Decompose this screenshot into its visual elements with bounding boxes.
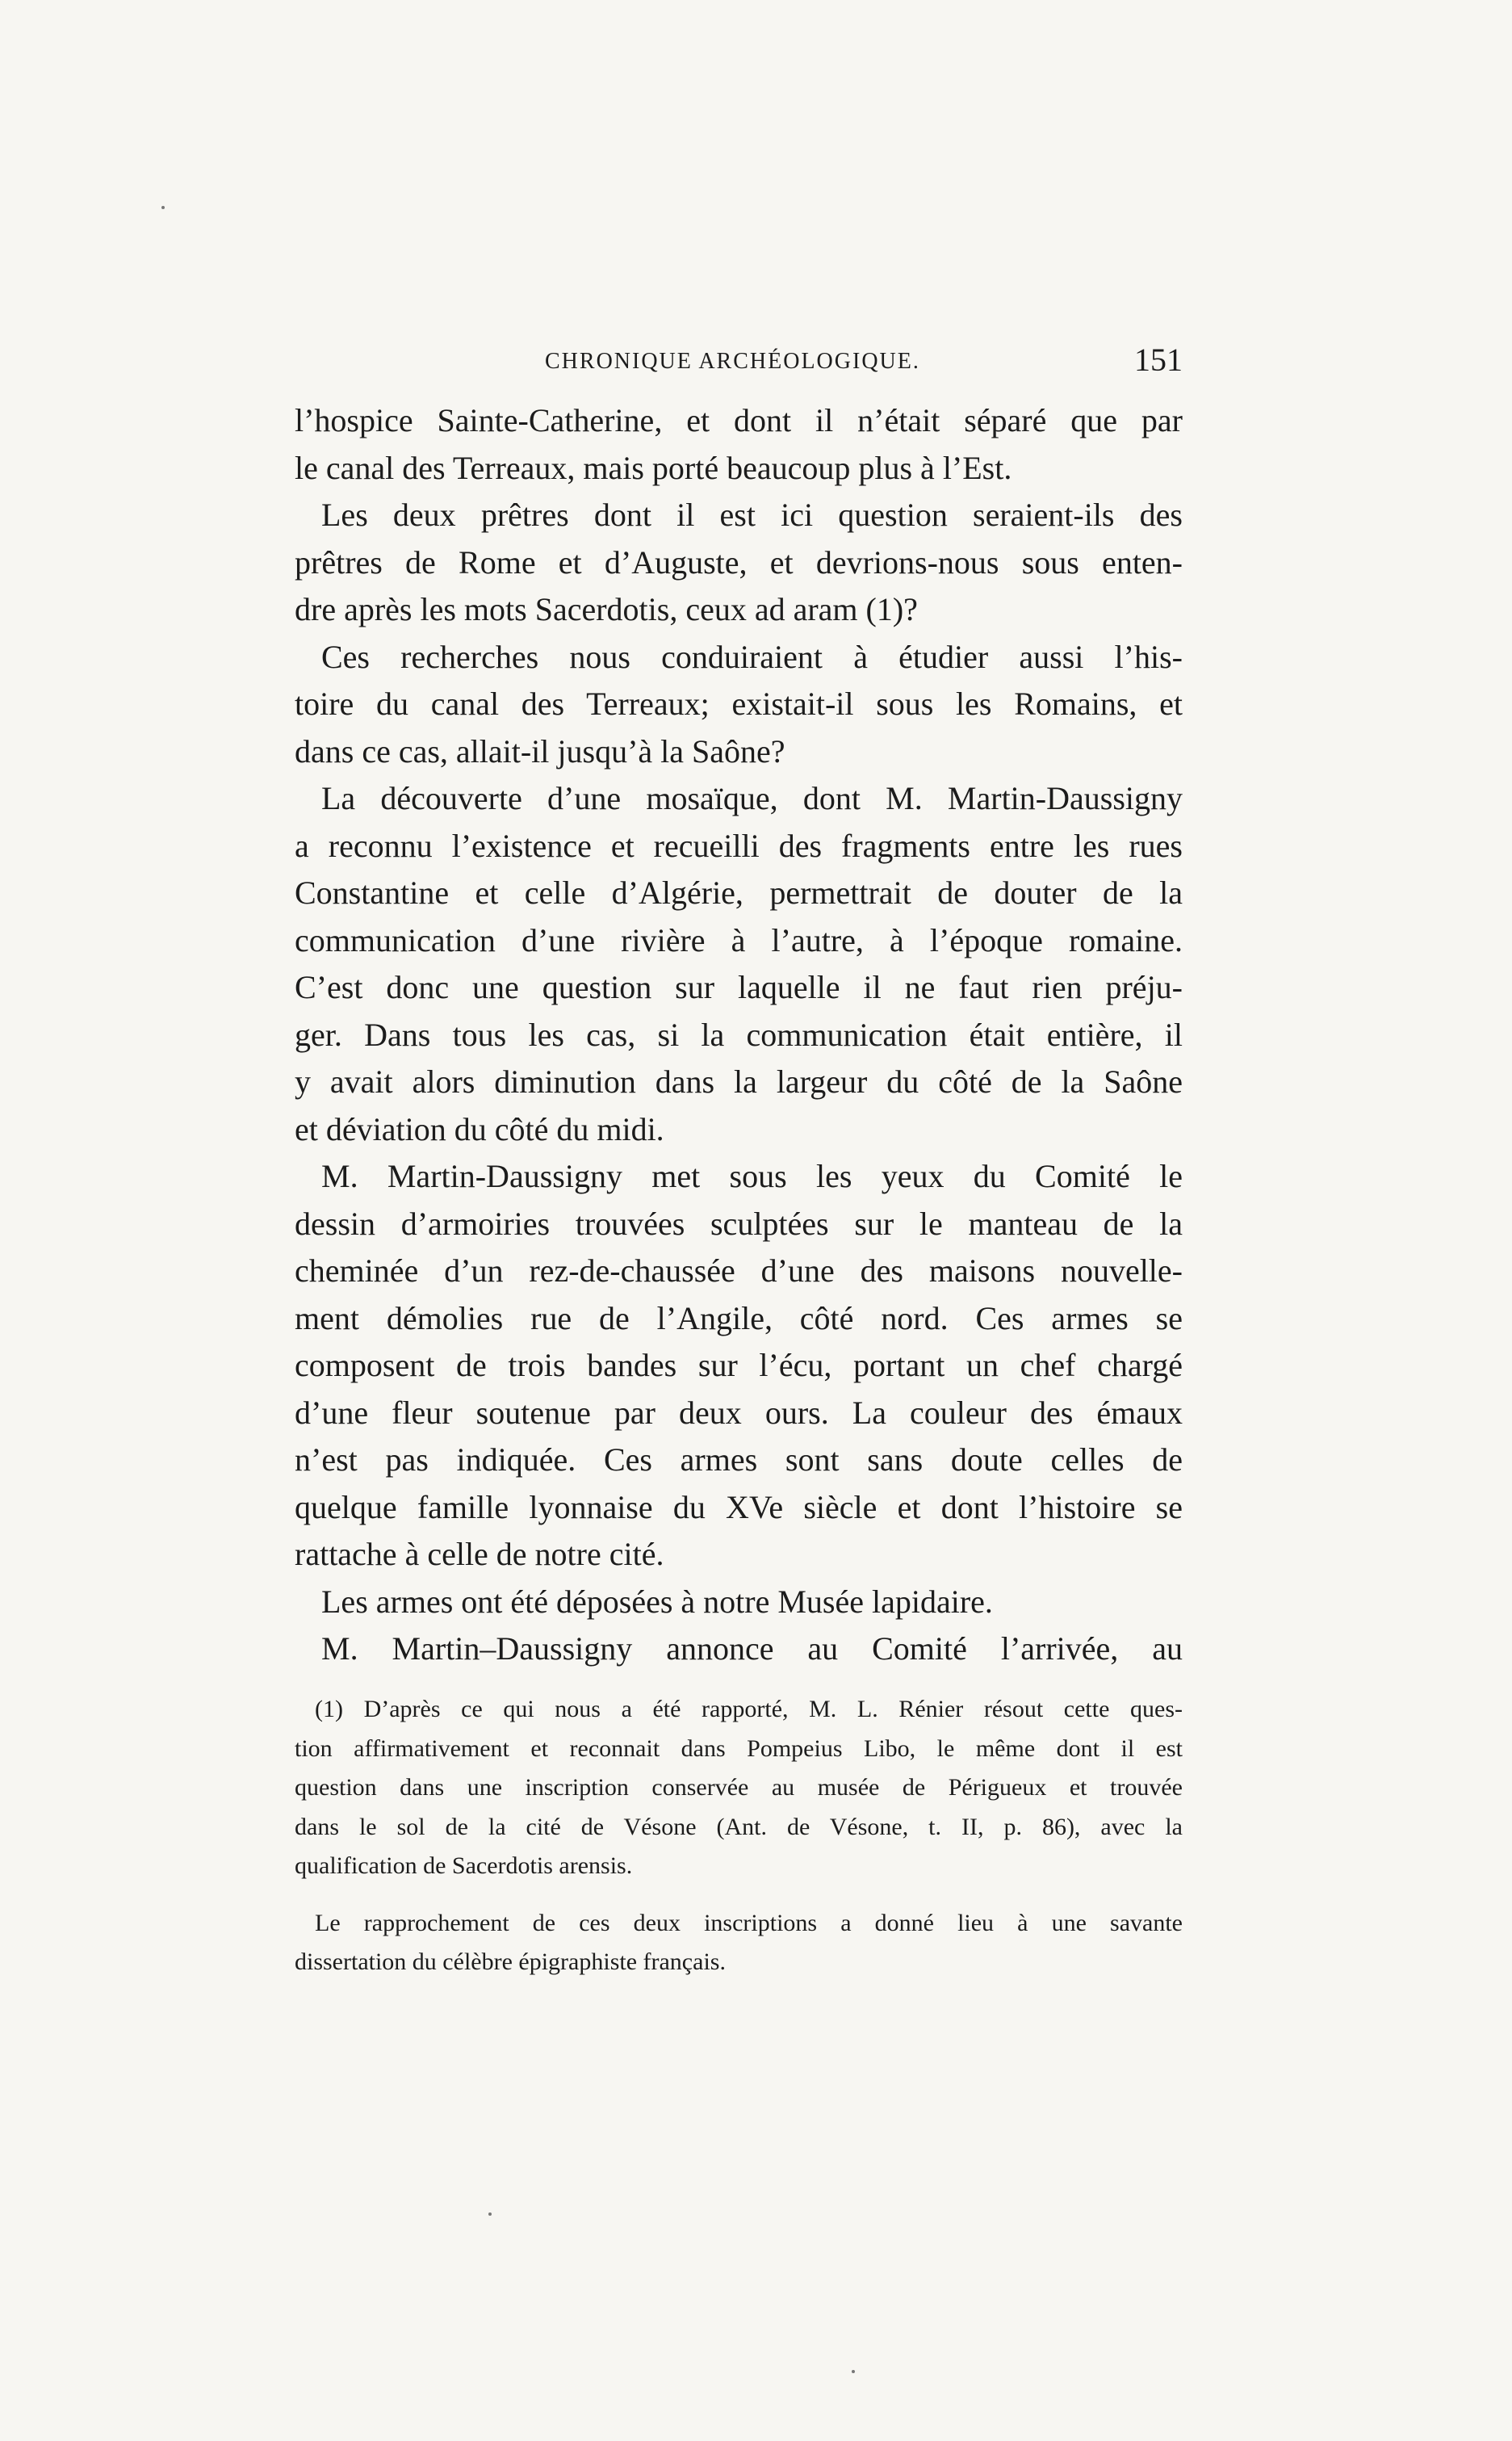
footnote-line: Le rapprochement de ces deux inscriptions a donné lieu à une savante	[315, 1909, 1183, 1936]
text-line: d’une fleur soutenue par deux ours. La couleur des émaux	[295, 1394, 1183, 1431]
text-line: cheminée d’un rez-de-chaussée d’une des maisons nouvelle-	[295, 1252, 1183, 1289]
text-line: communication d’une rivière à l’autre, à l’époque romaine.	[295, 921, 1183, 958]
text-line: Les armes ont été déposées à notre Musée lapidaire.	[321, 1583, 993, 1620]
footnote-line: tion affirmativement et reconnait dans Pompeius Libo, le même dont il est	[295, 1734, 1183, 1762]
footnote	[295, 1904, 1183, 1982]
text-line: toire du canal des Terreaux; existait-il sous les Romains, et	[295, 686, 1183, 722]
paper-speck	[852, 2370, 855, 2373]
text-line: composent de trois bandes sur l’écu, portant un chef chargé	[295, 1347, 1183, 1383]
text-line: M. Martin–Daussigny annonce au Comité l’arrivée, au	[321, 1630, 1183, 1667]
text-line: a reconnu l’existence et recueilli des fragments entre les rues	[295, 827, 1183, 864]
text-line: et déviation du côté du midi.	[295, 1110, 664, 1147]
text-line: dans ce cas, allait-il jusqu’à la Saône?	[295, 732, 785, 770]
text-line: rattache à celle de notre cité.	[295, 1536, 664, 1572]
paper-speck	[488, 2212, 492, 2216]
text-line: ger. Dans tous les cas, si la communication était entière, il	[295, 1016, 1183, 1053]
text-line: l’hospice Sainte-Catherine, et dont il n’était séparé que par	[295, 402, 1183, 438]
text-line: n’est pas indiquée. Ces armes sont sans doute celles de	[295, 1441, 1183, 1478]
footnotes	[295, 1690, 1183, 1982]
text-line: M. Martin-Daussigny met sous les yeux du Comité le	[321, 1158, 1183, 1194]
text-line: ment démolies rue de l’Angile, côté nord. Ces armes se	[295, 1299, 1183, 1336]
text-line: Constantine et celle d’Algérie, permettrait de douter de la	[295, 874, 1183, 911]
paper-speck	[161, 206, 165, 209]
text-line: quelque famille lyonnaise du XVe siècle et dont l’histoire se	[295, 1488, 1183, 1525]
running-title: CHRONIQUE ARCHÉOLOGIQUE.	[545, 349, 920, 374]
text-line: dessin d’armoiries trouvées sculptées sur le manteau de la	[295, 1205, 1183, 1242]
text-line: le canal des Terreaux, mais porté beaucoup plus à l’Est.	[295, 449, 1012, 486]
footnote-line: dissertation du célèbre épigraphiste français.	[295, 1948, 726, 1975]
footnote-line: (1) D’après ce qui nous a été rapporté, M. L. Rénier résout cette ques-	[315, 1696, 1183, 1722]
text-line: y avait alors diminution dans la largeur du côté de la Saône	[295, 1063, 1183, 1100]
text-line: La découverte d’une mosaïque, dont M. Martin-Daussigny	[321, 780, 1183, 816]
footnote-line: qualification de Sacerdotis arensis.	[295, 1852, 633, 1879]
footnote	[295, 1690, 1183, 1886]
text-line: dre après les mots Sacerdotis, ceux ad aram (1)?	[295, 591, 918, 627]
text-line: Ces recherches nous conduiraient à étudier aussi l’his-	[321, 638, 1183, 675]
page-header	[295, 342, 1183, 388]
text-line: Les deux prêtres dont il est ici question seraient-ils des	[321, 497, 1183, 533]
text-line: prêtres de Rome et d’Auguste, et devrions-nous sous enten-	[295, 543, 1183, 581]
footnote-line: dans le sol de la cité de Vésone (Ant. de Vésone, t. II, p. 86), avec la	[295, 1813, 1183, 1840]
footnote-line: question dans une inscription conservée au musée de Périgueux et trouvée	[295, 1774, 1183, 1801]
main-text	[295, 397, 1183, 1673]
page-number: 151	[1134, 342, 1183, 378]
footnote-gap	[295, 1886, 1183, 1904]
text-line: C’est donc une question sur laquelle il ne faut rien préju-	[295, 969, 1183, 1005]
